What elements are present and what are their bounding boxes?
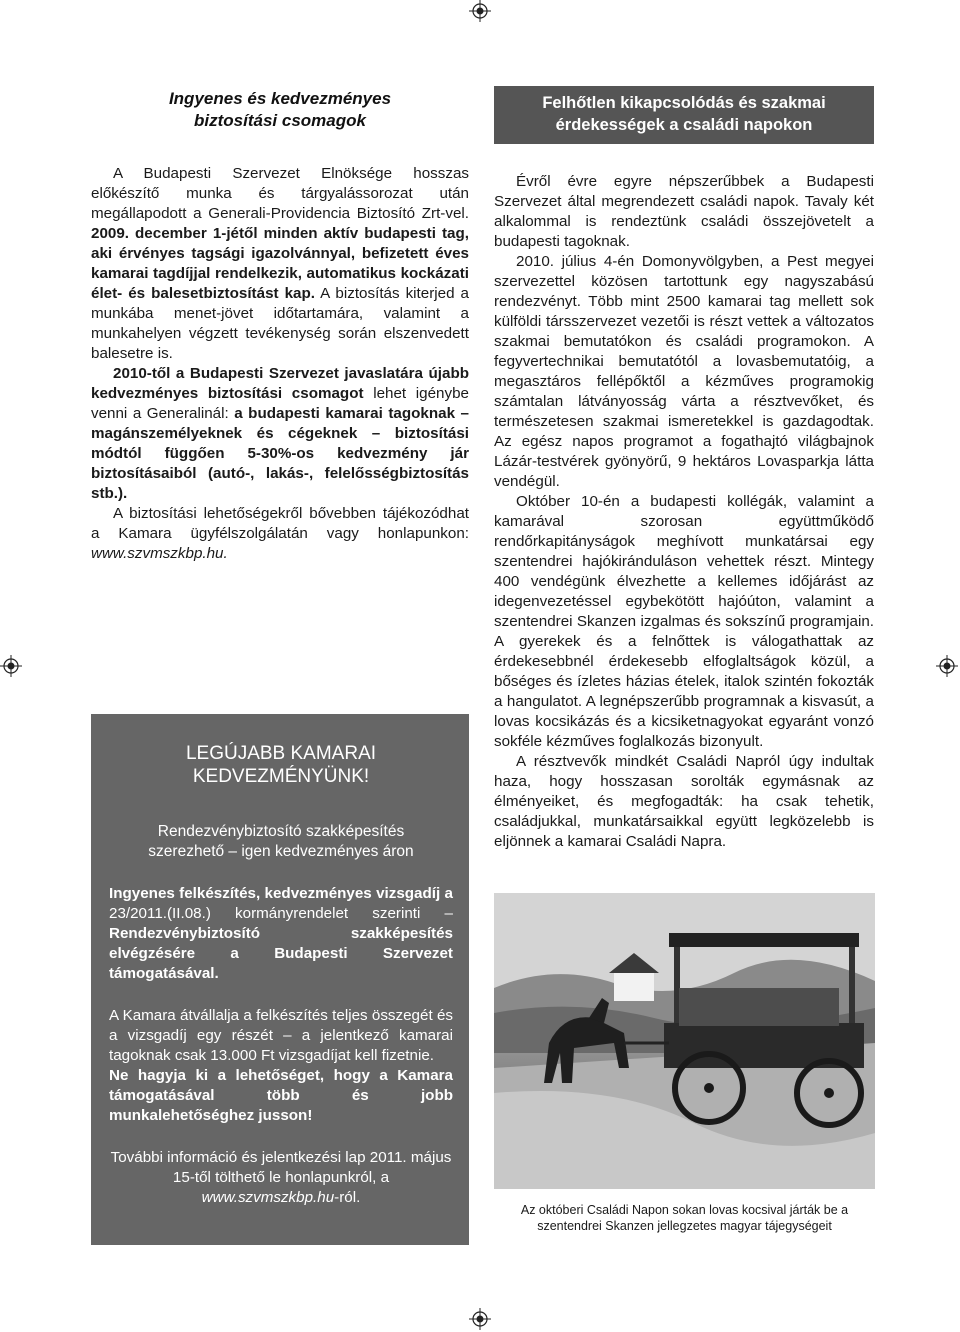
promo-box xyxy=(91,714,469,1245)
registration-crosshair-icon xyxy=(0,655,22,677)
horse-carriage-photo xyxy=(494,893,875,1189)
registration-crosshair-icon xyxy=(469,1308,491,1330)
left-article-title: Ingyenes és kedvezményes biztosítási csomagok xyxy=(168,89,392,130)
promo-paragraph-2: A Kamara átvállalja a felkészítés teljes összegét és a vizsgadíj egy részét – a jelentkező kamarai tagoknak csak 13.000 Ft vizsgadíjat kell fizetnie. xyxy=(109,1007,453,1064)
left-article xyxy=(91,88,469,564)
registration-crosshair-icon xyxy=(936,655,958,677)
promo-title: LEGÚJABB KAMARAI KEDVEZMÉNYÜNK! xyxy=(185,743,377,787)
registration-crosshair-icon xyxy=(469,0,491,22)
right-article-header: Felhőtlen kikapcsolódás és szakmai érdekességek a családi napokon xyxy=(494,86,874,144)
right-paragraph-4: A résztvevők mindkét Családi Napról úgy indultak haza, hogy hosszasan sorolták egymásnak az élményeiket, és megfogadták: ha csak tehetik, családjukkal, munkatársaikkal együtt legközelebb is eljönnek a kamarai Családi Napra. xyxy=(494,753,874,850)
promo-paragraph-1: Ingyenes felkészítés, kedvezményes vizsgadíj a 23/2011.(II.08.) kormányrendelet szerinti – Rendezvénybiztosító szakképesítés elvégzésére a Budapesti Szervezet támogatásával. xyxy=(109,885,453,982)
left-paragraph-2: 2010-től a Budapesti Szervezet javaslatára újabb kedvezményes biztosítási csomagot lehet igénybe venni a Generalinál: a budapesti kamarai tagoknak – magánszemélyeknek és cégeknek – biztosítási módtól függően 5-30%-os kedvezmény jár biztosításaiból (autó-, lakás-, felelősségbiztosítás stb.). xyxy=(91,365,469,502)
right-paragraph-2: 2010. július 4-én Domonyvölgyben, a Pest megyei szervezettel közösen tartottunk egy nagyszabású rendezvényt. Több mint 2500 kamarai tag mellett sok külföldi társszervezet vezetői is részt vettek a változatos szakmai bemutatókon és családi programokon. A fegyvertechnikai bemutatótól a lovasbemutatóig, a megasztáros fellépőktől a kézműves programokig számtalan látványosság várta a résztvevőket, és természetesen szakmai ismeretekkel is gazdagodtak. Az egész napos programot a fogathajtó világbajnok Lázár-testvérek gyönyörű, 9 hektáros Lovasparkja látta vendégül. xyxy=(494,253,874,490)
left-paragraph-1: A Budapesti Szervezet Elnöksége hosszas előkészítő munka és tárgyalássorozat után megállapodott a Generali-Providencia Biztosító Zrt-vel. 2009. december 1-jétől minden aktív budapesti tag, aki érvényes tagsági igazolvánnyal, befizetett éves kamarai tagdíjjal rendelkezik, automatikus kockázati élet- és balesetbiztosítást kap. A biztosítás kiterjed a munkába menet-jövet időtartamára, valamint a munkahelyen végzett tevékenység során elszenvedett balesetre is. xyxy=(91,165,469,362)
right-article xyxy=(494,86,874,852)
promo-paragraph-3: Ne hagyja ki a lehetőséget, hogy a Kamara támogatásával több és jobb munkalehetőséghez jusson! xyxy=(109,1067,453,1124)
right-paragraph-3: Október 10-én a budapesti kollégák, valamint a kamarával szorosan együttműködő rendőrkapitányságok meghívott munkatársai egy szentendrei hajókiránduláson vehettek részt. Mintegy 400 vendégünk élvezhette a kellemes időjárást az idegenvezetéssel egybekötött hajóúton, valamint a szentendrei Skanzen izgalmas és sokszínű programjain. A gyerekek és a felnőttek is válogathattak az érdekesebbnél érdekesebb elfoglaltságok közül, a bőséges és ízletes házias ételek, italok szintén fokozták a hangulatot. A legnépszerűbb programnak a kisvasút, a lovas kocsikázás és a kicsiketnagyokat egyaránt vonzó sokféle kézműves foglalkozás bizonyult. xyxy=(494,493,874,750)
website-link[interactable]: www.szvmszkbp.hu. xyxy=(91,545,228,562)
left-paragraph-3: A biztosítási lehetőségekről bővebben tájékozódhat a Kamara ügyfélszolgálatán vagy honlapunkon: www.szvmszkbp.hu. xyxy=(91,505,469,562)
photo-caption: Az októberi Családi Napon sokan lovas kocsival járták be a szentendrei Skanzen jellegzetes magyar tájegységeit xyxy=(520,1203,849,1233)
promo-footer: További információ és jelentkezési lap 2011. május 15-től tölthető le honlapunkról, a www.szvmszkbp.hu-ról. xyxy=(110,1149,452,1206)
promo-subtitle: Rendezvénybiztosító szakképesítés szerezhető – igen kedvezményes áron xyxy=(148,823,414,860)
right-paragraph-1: Évről évre egyre népszerűbbek a Budapesti Szervezet által megrendezett családi napok. Tavaly két alkalommal is rendeztünk családi összejövetelt a budapesti tagoknak. xyxy=(494,173,874,250)
promo-website-link[interactable]: www.szvmszkbp.hu xyxy=(201,1189,335,1206)
